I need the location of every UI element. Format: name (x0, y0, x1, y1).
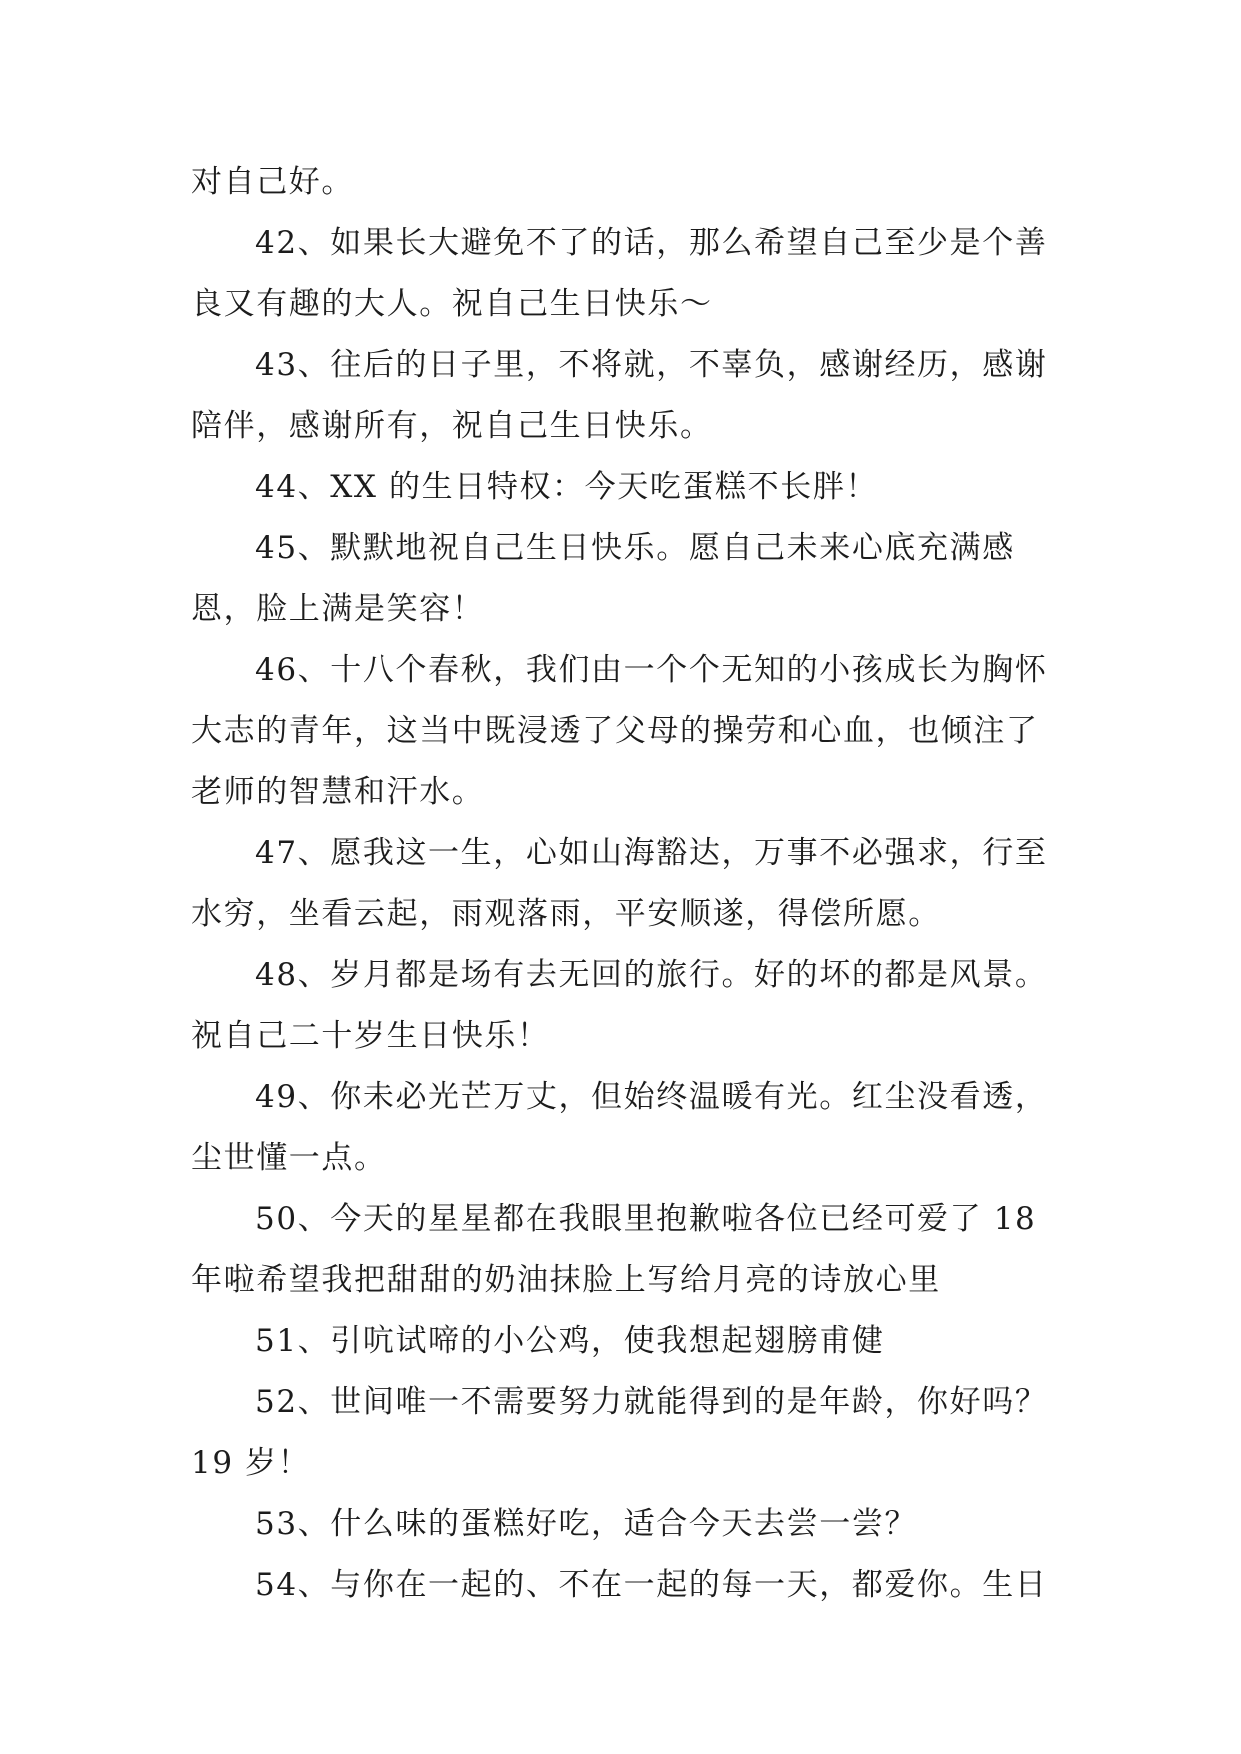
paragraph-continued: 对自己好。 (191, 164, 354, 200)
paragraph-42: 42、如果长大避免不了的话，那么希望自己至少是个善良又有趣的大人。祝自己生日快乐～ (191, 225, 1048, 322)
paragraph-53: 53、什么味的蛋糕好吃，适合今天去尝一尝？ (255, 1506, 918, 1542)
paragraph-46: 46、十八个春秋，我们由一个个无知的小孩成长为胸怀大志的青年，这当中既浸透了父母的操劳和心血，也倾注了老师的智慧和汗水。 (191, 652, 1048, 810)
paragraph-54: 54、与你在一起的、不在一起的每一天，都爱你。生日 (255, 1567, 1048, 1603)
paragraph-51: 51、引吭试啼的小公鸡，使我想起翅膀甫健 (255, 1323, 885, 1359)
document-body (191, 152, 1061, 1616)
paragraph-52: 52、世间唯一不需要努力就能得到的是年龄，你好吗？19 岁！ (191, 1384, 1048, 1481)
paragraph-49: 49、你未必光芒万丈，但始终温暖有光。红尘没看透，尘世懂一点。 (191, 1079, 1048, 1176)
paragraph-44: 44、XX 的生日特权：今天吃蛋糕不长胖！ (255, 469, 879, 505)
paragraph-48: 48、岁月都是场有去无回的旅行。好的坏的都是风景。祝自己二十岁生日快乐！ (191, 957, 1048, 1054)
paragraph-43: 43、往后的日子里，不将就，不辜负，感谢经历，感谢陪伴，感谢所有，祝自己生日快乐。 (191, 347, 1048, 444)
paragraph-47: 47、愿我这一生，心如山海豁达，万事不必强求，行至水穷，坐看云起，雨观落雨，平安顺遂，得偿所愿。 (191, 835, 1048, 932)
paragraph-50: 50、今天的星星都在我眼里抱歉啦各位已经可爱了 18 年啦希望我把甜甜的奶油抹脸上写给月亮的诗放心里 (191, 1201, 1037, 1298)
paragraph-45: 45、默默地祝自己生日快乐。愿自己未来心底充满感恩，脸上满是笑容！ (191, 530, 1015, 627)
